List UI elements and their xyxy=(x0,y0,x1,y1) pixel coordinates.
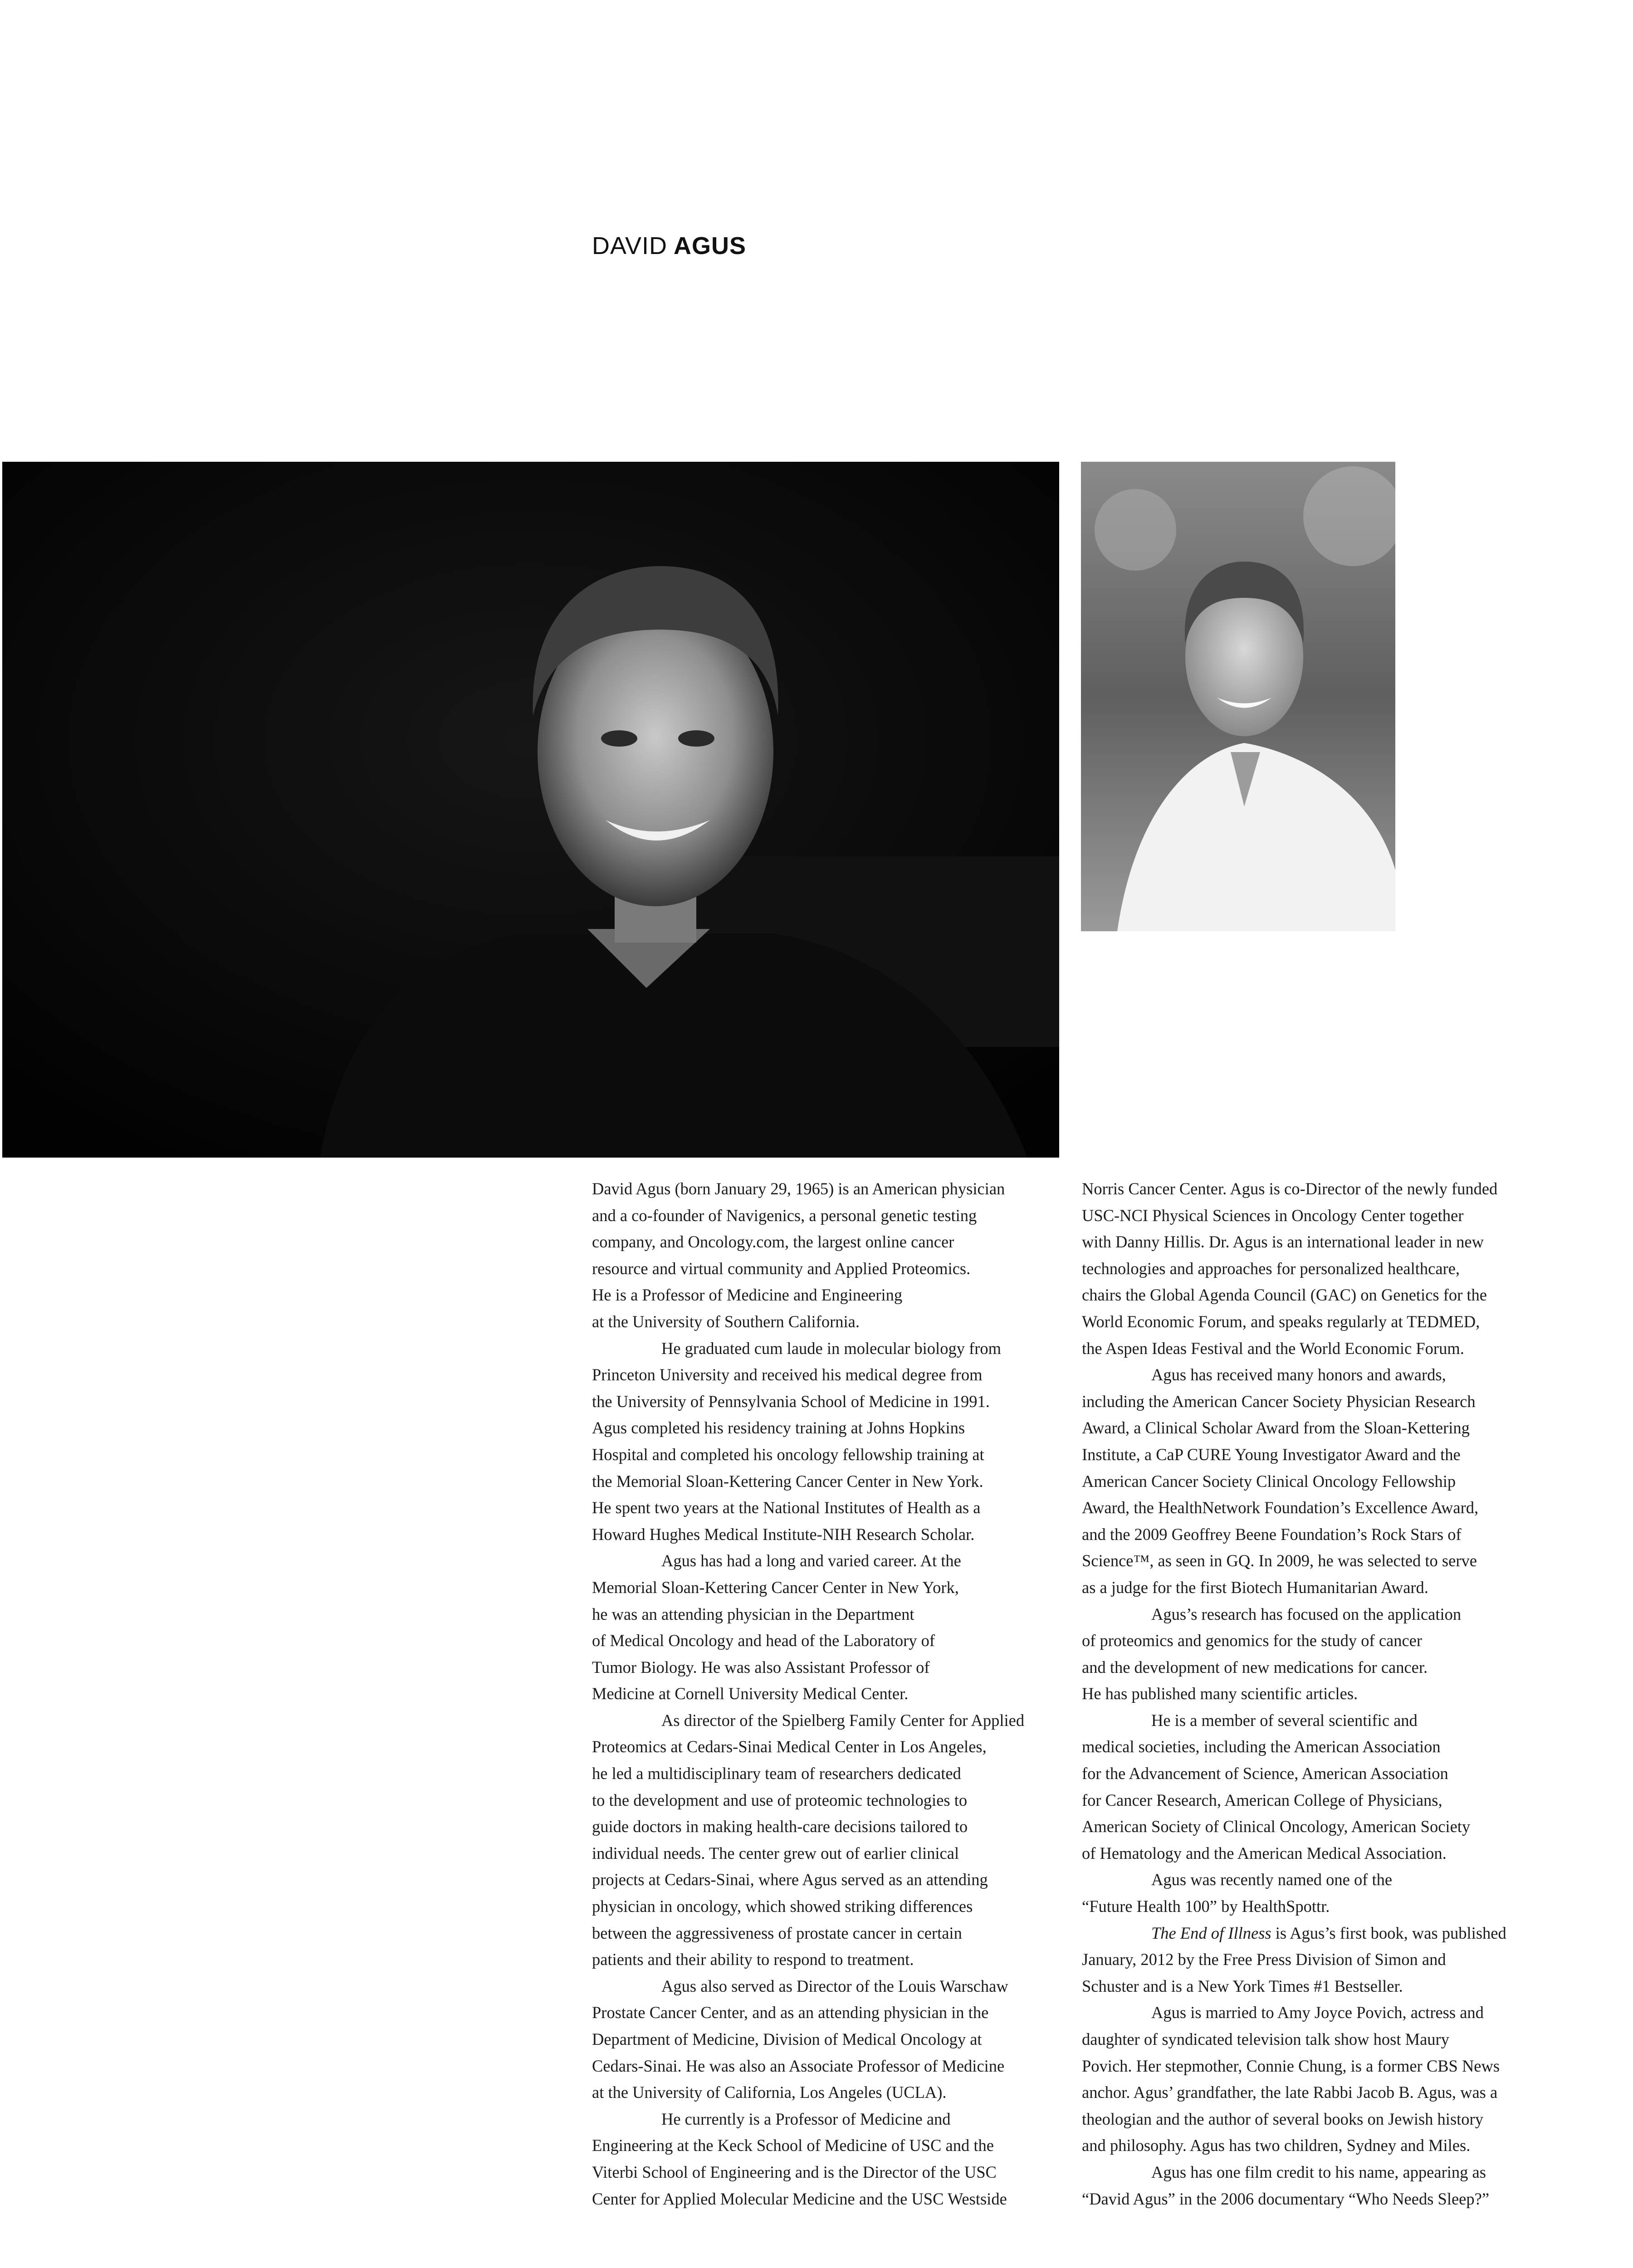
body-text-line: Science™, as seen in GQ. In 2009, he was selected to serve xyxy=(1082,1551,1477,1570)
body-text-line: at the University of Southern California. xyxy=(592,1312,860,1331)
body-text-line: The End of Illness is Agus’s first book, was published xyxy=(1151,1923,1506,1942)
body-text-line: he was an attending physician in the Department xyxy=(592,1604,914,1623)
body-text-line: of Medical Oncology and head of the Laboratory of xyxy=(592,1631,935,1650)
bio-column-left xyxy=(592,1176,1061,2212)
body-text-line: Agus is married to Amy Joyce Povich, actress and xyxy=(1151,2003,1484,2022)
body-text-line: Agus has received many honors and awards, xyxy=(1151,1365,1446,1384)
body-text-line: of proteomics and genomics for the study of cancer xyxy=(1082,1631,1423,1650)
portrait-photo-large-image xyxy=(2,462,1059,1158)
body-text-line: Norris Cancer Center. Agus is co-Director of the newly funded xyxy=(1082,1179,1498,1198)
body-text-line: “Future Health 100” by HealthSpottr. xyxy=(1082,1897,1330,1916)
body-text-line: chairs the Global Agenda Council (GAC) on Genetics for the xyxy=(1082,1286,1487,1305)
body-text-line: As director of the Spielberg Family Center for Applied xyxy=(661,1711,1025,1730)
body-text-line: and the 2009 Geoffrey Beene Foundation’s Rock Stars of xyxy=(1082,1525,1462,1544)
body-text-line: technologies and approaches for personalized healthcare, xyxy=(1082,1259,1460,1278)
body-text-line: Proteomics at Cedars-Sinai Medical Center in Los Angeles, xyxy=(592,1737,987,1756)
body-text-line: for Cancer Research, American College of Physicians, xyxy=(1082,1790,1442,1809)
body-text-line: projects at Cedars-Sinai, where Agus served as an attending xyxy=(592,1870,988,1889)
title-last-name: AGUS xyxy=(674,232,747,259)
body-text-line: individual needs. The center grew out of earlier clinical xyxy=(592,1843,959,1862)
body-text-line: He spent two years at the National Institutes of Health as a xyxy=(592,1498,981,1517)
body-text-line: anchor. Agus’ grandfather, the late Rabbi Jacob B. Agus, was a xyxy=(1082,2083,1498,2102)
body-text-line: Schuster and is a New York Times #1 Bestseller. xyxy=(1082,1976,1403,1995)
body-text-line: USC-NCI Physical Sciences in Oncology Center together xyxy=(1082,1206,1464,1225)
body-text-line: to the development and use of proteomic technologies to xyxy=(592,1790,968,1809)
body-text-line: American Cancer Society Clinical Oncology Fellowship xyxy=(1082,1471,1456,1491)
body-text-line: He graduated cum laude in molecular biology from xyxy=(661,1339,1002,1358)
body-text-line: Viterbi School of Engineering and is the Director of the USC xyxy=(592,2162,997,2181)
body-text-line: including the American Cancer Society Physician Research xyxy=(1082,1392,1476,1411)
body-text-line: He currently is a Professor of Medicine and xyxy=(661,2109,951,2128)
body-text-line: daughter of syndicated television talk show host Maury xyxy=(1082,2030,1449,2048)
body-text-line: physician in oncology, which showed striking differences xyxy=(592,1897,973,1916)
body-text-line: Memorial Sloan-Kettering Cancer Center in New York, xyxy=(592,1578,959,1597)
body-text-line: Agus also served as Director of the Louis Warschaw xyxy=(661,1976,1008,1995)
body-text-line: Institute, a CaP CURE Young Investigator Award and the xyxy=(1082,1445,1461,1464)
body-text-line: “David Agus” in the 2006 documentary “Who Needs Sleep?” xyxy=(1082,2189,1490,2208)
book-title: The End of Illness xyxy=(1151,1923,1271,1942)
body-text-line: and the development of new medications for cancer. xyxy=(1082,1657,1428,1677)
body-text-line: Povich. Her stepmother, Connie Chung, is a former CBS News xyxy=(1082,2056,1500,2075)
bio-column-right xyxy=(1082,1176,1554,2212)
body-text-line: company, and Oncology.com, the largest online cancer xyxy=(592,1232,954,1251)
body-text-line: resource and virtual community and Applied Proteomics. xyxy=(592,1259,971,1278)
body-text-line: patients and their ability to respond to treatment. xyxy=(592,1950,914,1969)
body-text-line: Medicine at Cornell University Medical Center. xyxy=(592,1684,909,1703)
body-text-line: Award, a Clinical Scholar Award from the Sloan-Kettering xyxy=(1082,1418,1470,1437)
body-text-line: Agus completed his residency training at Johns Hopkins xyxy=(592,1418,965,1437)
body-text-line: and philosophy. Agus has two children, Sydney and Miles. xyxy=(1082,2136,1471,2155)
body-text-line: guide doctors in making health-care decisions tailored to xyxy=(592,1817,968,1836)
body-text-line: medical societies, including the American Association xyxy=(1082,1737,1441,1756)
body-text-line: he led a multidisciplinary team of researchers dedicated xyxy=(592,1764,961,1783)
body-text-line: Howard Hughes Medical Institute-NIH Research Scholar. xyxy=(592,1525,975,1544)
body-text-line: Hospital and completed his oncology fellowship training at xyxy=(592,1445,984,1464)
body-text-line: Tumor Biology. He was also Assistant Professor of xyxy=(592,1657,930,1677)
body-text-line: Center for Applied Molecular Medicine and the USC Westside xyxy=(592,2189,1007,2208)
body-text-line: Prostate Cancer Center, and as an attending physician in the xyxy=(592,2003,989,2022)
body-text-line: He has published many scientific articles. xyxy=(1082,1684,1358,1703)
body-text-line: Agus’s research has focused on the application xyxy=(1151,1604,1462,1623)
body-text-line: Cedars-Sinai. He was also an Associate Professor of Medicine xyxy=(592,2056,1005,2075)
body-text-line: American Society of Clinical Oncology, American Society xyxy=(1082,1817,1471,1836)
body-text-line: David Agus (born January 29, 1965) is an American physician xyxy=(592,1179,1005,1198)
body-text-line: Award, the HealthNetwork Foundation’s Excellence Award, xyxy=(1082,1498,1479,1517)
body-text-line: between the aggressiveness of prostate cancer in certain xyxy=(592,1923,962,1942)
body-text-line: World Economic Forum, and speaks regularly at TEDMED, xyxy=(1082,1312,1480,1331)
body-text-line: with Danny Hillis. Dr. Agus is an international leader in new xyxy=(1082,1232,1484,1251)
body-text-line: Agus was recently named one of the xyxy=(1151,1870,1393,1889)
body-text-line: Department of Medicine, Division of Medical Oncology at xyxy=(592,2030,982,2048)
portrait-photo-large xyxy=(2,462,1059,1158)
portrait-photo-small xyxy=(1081,462,1395,931)
body-text-line: Agus has had a long and varied career. At the xyxy=(661,1551,961,1570)
body-text-line: and a co-founder of Navigenics, a personal genetic testing xyxy=(592,1206,977,1225)
body-text-line: He is a member of several scientific and xyxy=(1151,1711,1418,1730)
body-text-line: the Memorial Sloan-Kettering Cancer Center in New York. xyxy=(592,1471,983,1491)
body-text-line: Princeton University and received his medical degree from xyxy=(592,1365,983,1384)
body-text-line: January, 2012 by the Free Press Division of Simon and xyxy=(1082,1950,1446,1969)
portrait-photo-small-image xyxy=(1081,462,1395,931)
page-title xyxy=(592,231,746,260)
body-text-line: for the Advancement of Science, American Association xyxy=(1082,1764,1448,1783)
body-text-line: as a judge for the first Biotech Humanitarian Award. xyxy=(1082,1578,1428,1597)
body-text-line: Engineering at the Keck School of Medicine of USC and the xyxy=(592,2136,994,2155)
body-text-line: the Aspen Ideas Festival and the World Economic Forum. xyxy=(1082,1339,1464,1358)
title-first-name: DAVID xyxy=(592,232,668,259)
body-text-line: Agus has one film credit to his name, appearing as xyxy=(1151,2162,1486,2181)
body-text-line: theologian and the author of several books on Jewish history xyxy=(1082,2109,1483,2128)
body-text-line: the University of Pennsylvania School of Medicine in 1991. xyxy=(592,1392,990,1411)
body-text-line: at the University of California, Los Angeles (UCLA). xyxy=(592,2083,947,2102)
body-text-line: of Hematology and the American Medical Association. xyxy=(1082,1843,1447,1862)
body-text-line: He is a Professor of Medicine and Engineering xyxy=(592,1286,903,1305)
